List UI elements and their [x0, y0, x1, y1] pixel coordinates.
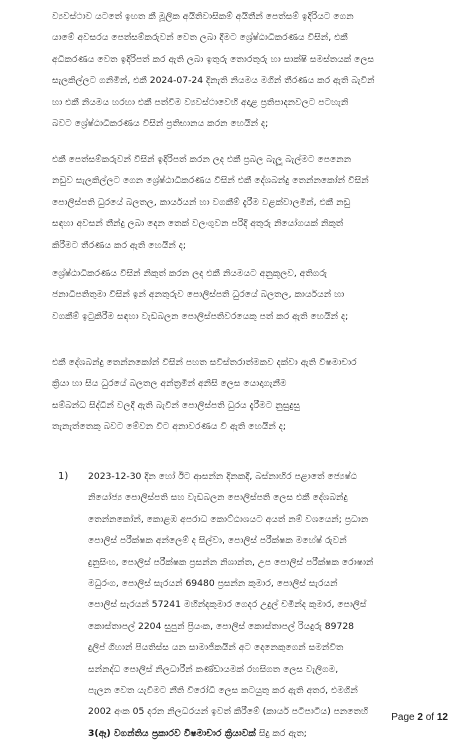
text-line: පොලිස් සැරයන් 57241 මහින්දකුමාර ගෙදර උදුල් චමින්ද කුමාර, පොලිස් — [88, 599, 367, 611]
text-line: අධිකරණය වෙත ඉදිරිපත් කර ඇති ලබා ඉතුරු තොරතුරු හා සාක්ෂි සමස්තයක් ලෙස — [52, 53, 375, 65]
of-label: of — [425, 712, 435, 723]
text-line: 2023-12-30 දින හෝ ඊට ආසන්න දිනකදී, බස්නාහිර පළාතේ ජ්‍යෙෂ්ඨ — [88, 471, 357, 482]
text-line: ක්‍රියා හා සිය ධුරයේ බලතල අන්ත්‍රමින් අනිසි ලෙස යොදාගැනීම — [52, 378, 287, 390]
text-line-last — [88, 723, 440, 744]
page-footer — [391, 712, 448, 723]
list-item-number: 1) — [58, 471, 69, 482]
total-pages: 12 — [436, 712, 448, 723]
paragraph-1 — [52, 6, 440, 134]
text-line: කිරීමට තීරණය කර ඇති හෙයින් ද; — [52, 239, 186, 251]
text-line: සම්බන්ධ සිද්ධීන් වලදී ඇති බැවින් පොලිස්පති ධුරය දැරීමට නුසුදුසු — [52, 399, 301, 411]
text-line: එකී පෙත්සම්කරුවන් විසින් ඉදිරිපත් කරන ලද එකී ප්‍රබල බැලූ බැල්මට පෙනෙන — [52, 154, 352, 165]
text-line: සැලකිල්ලට ගනිමින්, එකී 2024-07-24 දිනැති නියමය මගින් තීරණය කර ඇති බැවින් — [52, 75, 375, 87]
text-line: එකී දේශබන්දු තෙන්නකෝන් විසින් පහත සවිස්තරාත්මකව දක්වා ඇති විෂමාචාර — [52, 357, 357, 368]
list-item-1-text — [88, 466, 440, 744]
paragraph-3 — [52, 263, 440, 327]
text-line: දුනුසිංහ, පොලිස් පරීක්ෂක ප්‍රසන්න නිශාන්ත, උප පොලිස් පරීක්ෂක රොෂාන් — [88, 556, 374, 568]
text-line: කොස්තාපල් 2204 සුපුන් ප්‍රියංක, පොලිස් කොස්තාපල් රියදුරු 89728 — [88, 620, 355, 632]
text-line: පැලන වෙත යැවීමට නීති විරෝධී ලෙස කටයුතු කර ඇති අතර, එමගින් — [88, 685, 358, 697]
text-line: ව්‍යවස්ථාව යටතේ ඉහත කී මූලික අයිතිවාසිකම් අයිතීන් පෙත්සම් ඉදිරියට ගෙන — [52, 11, 354, 22]
text-line: ජනාධිපතිතුමා විසින් ඉන් අනතුරුව පොලිස්පති ධුරයේ බලතල, කාර්යයන් හා — [52, 289, 345, 301]
text-line: හා එකී නියමය හරහා එකී පත්වීම ව්‍යවස්ථාවෙහි අදාළ ප්‍රතිපාදනවලට පටහැනි — [52, 96, 349, 108]
text-line: පොලිස්පති ධුරයේ බලතල, කාර්යයන් හා වගකීම් දැරීම වළක්වාලමින්, එකී නඩු — [52, 196, 351, 208]
text-line: යාමේ අවසරය පෙත්සම්කරුවන් වෙත ලබා දීමට ශ්‍රේෂ්ඨාධිකරණය විසින්, එකී — [52, 32, 348, 44]
text-line: නඩුව සැලකිල්ලට ගෙන ශ්‍රේෂ්ඨාධිකරණය විසින් එකී දේශබන්දු තෙන්නකෝන් විසින් — [52, 175, 369, 187]
text-line: සඳහා අවසන් තීන්දු ලබා දෙන තෙක් වලංගුවන පරිදි අතුරු නියෝගයක් නිකුත් — [52, 218, 344, 230]
text-line: තැනැත්තෙකු බවට මේවන විට අනාවරණය වී ඇති හෙයින් ද; — [52, 421, 286, 433]
text-line: පොලිස් පරීක්ෂක අන්ලෙම් ද සිල්වා, පොලිස් පරීක්ෂක මහේෂ් රුවන් — [88, 535, 347, 547]
page-number: 2 — [417, 712, 423, 723]
paragraph-2 — [52, 149, 440, 256]
paragraph-4 — [52, 352, 440, 438]
text-line: දුලිප් ගිහාන් පියතිස්ස යන සාමාජිකයින් අට දෙනෙකුගෙන් සමන්විත — [88, 642, 344, 654]
page-label: Page — [391, 712, 415, 723]
clause-ending: සිදු කර ඇත; — [255, 727, 307, 739]
text-line: නියෝජ්‍ය පොලිස්පති සහ වැඩබලන පොලිස්පති ලෙස එකී දේශබන්දු — [88, 492, 348, 504]
bold-clause: 3(ඈ) වගන්තිය ප්‍රකාරව විෂමාචාර ක්‍රියාවක් — [88, 727, 256, 739]
text-line: තෙන්නකෝන්, කොළඹ අපරාධ කොට්ඨාශයට අයත් නම් වශයෙන්; ප්‍රධාන — [88, 513, 369, 525]
text-line: මධුරංග, පොලිස් සැරයන් 69480 ප්‍රසන්න කුමාර, පොලිස් සැරයන් — [88, 578, 338, 590]
text-line: 2002 අංක 05 දරන නිලධරයන් ඉවත් කිරීමේ (කාර්ය පටිපාටිය) පනතෙහි — [88, 706, 369, 718]
text-line: බවට ශ්‍රේෂ්ඨාධිකරණය විසින් ප්‍රතිභානය කරන හෙයින් ද; — [52, 118, 269, 130]
text-line: සන්නද්ධ පොලිස් නිලධාරීන් කණ්ඩායමක් රහසිගත ලෙස වැලිගම, — [88, 663, 339, 675]
text-line: වගකීම් ඉටුකිරීම සඳහා වැඩබලන පොලිස්පතිවරයෙකු පත් කර ඇති හෙයින් ද; — [52, 310, 349, 322]
text-line: ශ්‍රේෂ්ඨාධිකරණය විසින් නිකුත් කරන ලද එකී නියමයට අනුකූලව, අතිගරු — [52, 268, 328, 279]
